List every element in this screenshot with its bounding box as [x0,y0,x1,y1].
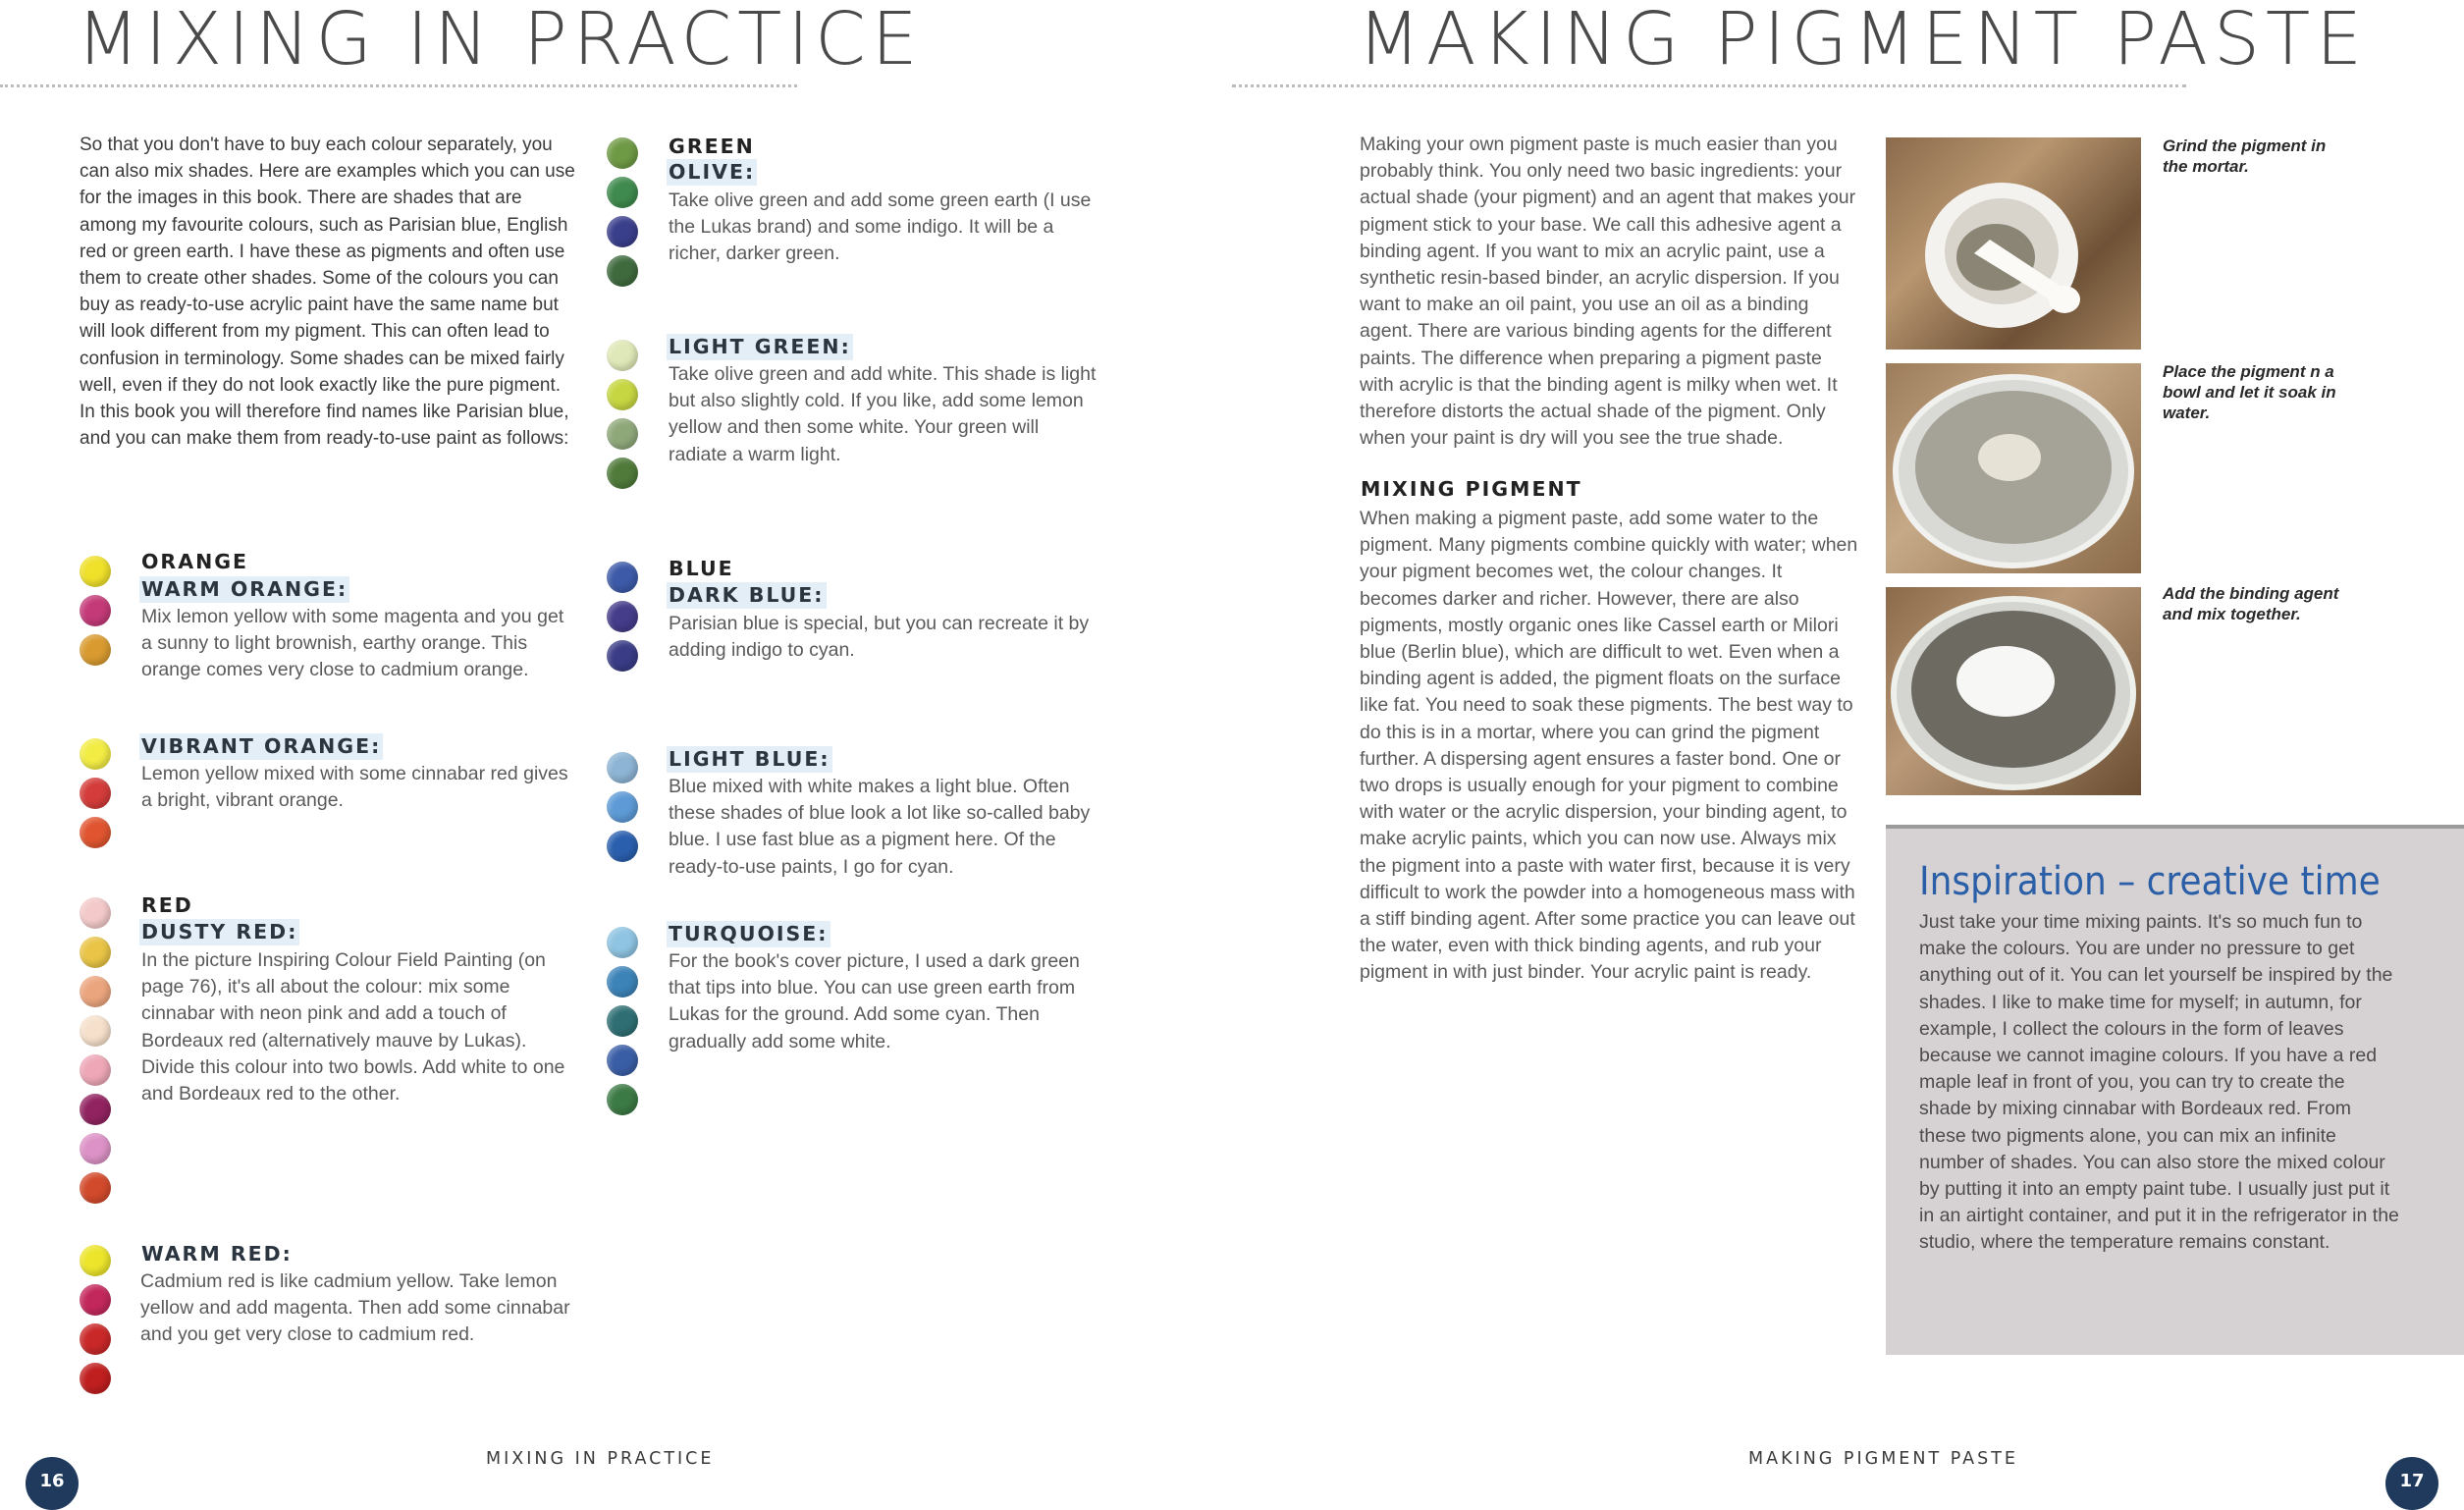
left-intro-text: So that you don't have to buy each colour separately, you can also mix shades. Here are examples which you can use for the images in this book. There are shades that are among my favourite colours, such as Parisian blue, English red or green earth. I have these as pigments and often use them to create other shades. Some of the colours you can buy as ready-to-use acrylic paint have the same name but will look different from my pigment. This can often lead to confusion in terminology. Some shades can be mixed fairly well, even if they do not look exactly like the pure pigment. In this book you will therefore find names like Parisian blue, and you can make them from ready-to-use paint as follows: [80,135,575,450]
right-running-footer: MAKING PIGMENT PASTE [1748,1449,2018,1469]
swatch-light-peach [80,1015,111,1047]
left-running-footer: MIXING IN PRACTICE [486,1449,715,1469]
soak-bowl-photo [1886,363,2141,573]
left-page-title: MIXING IN PRACTICE [77,0,924,81]
dusty-red-text: In the picture Inspiring Colour Field Painting (on page 76), it's all about the colour: mix some cinnabar with neon pink and add a touch of Bordeaux red (alternatively mauve by Lukas). Divide this colour into two bowls. Add white to one and Bordeaux red to the other. [141,949,565,1106]
swatch-green-earth [607,177,638,208]
swatch-olive-green [607,137,638,169]
swatch-indigo [607,601,638,632]
swatch-cyan-blue [607,562,638,593]
red-group-title: RED [141,893,193,917]
right-page-title: MAKING PIGMENT PASTE [1358,0,2368,81]
swatch-pale-blue [607,752,638,783]
swatch-warm-red [80,1363,111,1394]
swatch-light-blue [607,791,638,823]
dark-blue-name: DARK BLUE: [669,583,825,607]
dark-blue-text: Parisian blue is special, but you can recreate it by adding indigo to cyan. [669,613,1090,662]
swatch-dark-green [607,1084,638,1115]
olive-name: OLIVE: [669,160,756,184]
warm-red-text: Cadmium red is like cadmium yellow. Take lemon yellow and add magenta. Then add some cinnabar and you get very close to cadmium red. [140,1270,570,1346]
mixing-pigment-heading: MIXING PIGMENT [1361,477,1582,501]
swatch-mauve [80,1133,111,1164]
swatch-pale-turquoise [607,927,638,958]
right-page-number: 17 [2385,1457,2438,1510]
mortar-photo [1886,137,2141,350]
dusty-red-name: DUSTY RED: [141,920,298,944]
left-page-number: 16 [26,1457,79,1510]
caption-binding: Add the binding agent and mix together. [2163,584,2339,623]
swatch-cinnabar [80,1172,111,1204]
swatch-indigo [607,216,638,247]
light-blue-name: LIGHT BLUE: [669,747,830,771]
swatch-warm-orange [80,634,111,666]
swatch-ochre [80,937,111,968]
turquoise-name: TURQUOISE: [669,922,829,945]
olive-text: Take olive green and add some green earth (I use the Lukas brand) and some indigo. It will be a richer, darker green. [669,189,1092,265]
swatch-green-earth [607,1005,638,1037]
sidebar-text: Just take your time mixing paints. It's so much fun to make the colours. You are under no pressure to get anything out of it. You can let yourself be inspired by the shades. I like to make time for myself; in autumn, for example, I collect the colours in the form of leaves because we cannot imagine colours. If you have a red maple leaf in front of you, you can try to create the shade by mixing cinnabar with Bordeaux red. From these two pigments alone, you can mix an infinite number of shades. You can also store the mixed colour by putting it into an empty paint tube. I usually just put it in an airtight container, and put it in the refrigerator in the studio, where the temperature remains constant. [1919,911,2399,1254]
light-green-text: Take olive green and add white. This shade is light but also slightly cold. If you like, add some lemon yellow and then some white. Your green will radiate a warm light. [669,363,1097,465]
orange-group-title: ORANGE [141,550,249,573]
blue-group-title: BLUE [669,557,734,580]
warm-orange-name: WARM ORANGE: [141,577,348,601]
swatch-pale-green [607,340,638,371]
swatch-cyan [607,966,638,998]
mortar-illustration [1886,137,2141,350]
turquoise-text: For the book's cover picture, I used a dark green that tips into blue. You can use green earth from Lukas for the ground. Add some cyan. Then gradually add some white. [669,950,1080,1052]
swatch-vibrant-orange [80,817,111,848]
swatch-lemon-yellow [80,556,111,587]
swatch-sage [607,418,638,450]
swatch-olive [607,458,638,489]
vibrant-orange-name: VIBRANT ORANGE: [141,734,382,758]
light-green-name: LIGHT GREEN: [669,335,851,358]
swatch-dark-olive [607,255,638,287]
light-blue-text: Blue mixed with white makes a light blue. Often these shades of blue look a lot like so-called baby blue. I use fast blue as a pigment here. Of the ready-to-use paints, I go for cyan. [669,776,1091,878]
warm-orange-text: Mix lemon yellow with some magenta and you get a sunny to light brownish, earthy orange. This orange comes very close to cadmium orange. [141,606,564,681]
swatch-cinnabar [80,1323,111,1355]
swatch-magenta [80,1284,111,1316]
vibrant-orange-text: Lemon yellow mixed with some cinnabar red gives a bright, vibrant orange. [141,763,568,812]
sidebar-heading: Inspiration – creative time [1919,859,2381,904]
swatch-fast-blue [607,831,638,862]
warm-red-name: WARM RED: [141,1242,293,1266]
swatch-blue [607,1045,638,1076]
swatch-yellow-green [607,379,638,410]
right-intro-text: Making your own pigment paste is much easier than you probably think. You only need two basic ingredients: your actual shade (your pigment) and an agent that makes your pigment stick to your base. We call this adhesive agent a binding agent. If you want to mix an acrylic paint, use a synthetic resin-based binder, an acrylic dispersion. If you want to make an oil paint, you use an oil as a binding agent. There are various binding agents for the different paints. The difference when preparing a pigment paste with acrylic is that the binding agent is milky when wet. It therefore distorts the actual shade of the pigment. Only when your paint is dry will you see the true shade. [1360,134,1856,450]
swatch-light-dusty-red [80,1054,111,1086]
mixing-pigment-text: When making a pigment paste, add some water to the pigment. Many pigments combine quickly with water; when your pigment becomes wet, the colour changes. It becomes darker and richer. However, there are also pigments, mostly organic ones like Cassel earth or Milori blue (Berlin blue), which are difficult to wet. Even when a binding agent is added, the pigment floats on the surface like fat. You need to soak these pigments. The best way to do this is in a mortar, where you can grind the pigment further. A dispersing agent ensures a faster bond. One or two drops is usually enough for your pigment to combine with water or the acrylic dispersion, your binding agent, to make acrylic paints, which you can now use. Always mix the pigment into a paste with water first, because it is very difficult to work the powder into a homogeneous mass with a stiff binding agent. After some practice you can leave out the water, even with thick binding agents, and rub your pigment in with just binder. Your acrylic paint is ready. [1360,508,1858,984]
inspiration-sidebar [1886,825,2464,1355]
swatch-cinnabar [80,778,111,809]
swatch-magenta [80,595,111,626]
swatch-bordeaux [80,1094,111,1125]
swatch-lemon-yellow [80,738,111,770]
swatch-pale-pink [80,897,111,929]
swatch-peach [80,976,111,1007]
caption-grind: Grind the pigment in the mortar. [2163,136,2327,176]
caption-soak: Place the pigment n a bowl and let it soak in water. [2163,362,2336,422]
green-group-title: GREEN [669,135,755,158]
right-title-divider [1232,84,2186,87]
swatch-lemon-yellow [80,1245,111,1276]
swatch-dark-blue [607,640,638,672]
soak-bowl-illustration [1886,363,2141,573]
binder-bowl-photo [1886,587,2141,795]
left-title-divider [0,84,797,87]
binder-bowl-illustration [1886,587,2141,795]
